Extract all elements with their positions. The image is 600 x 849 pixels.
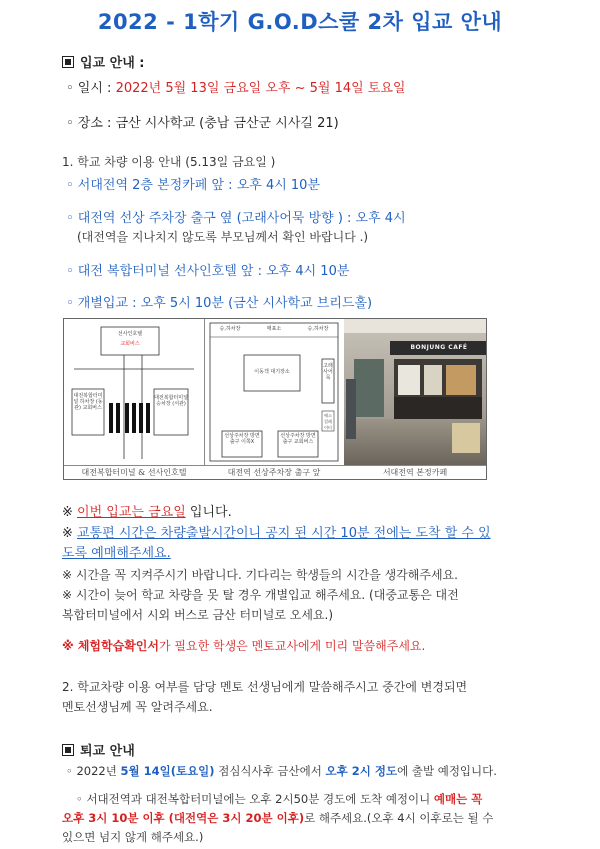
leave-line4: 있으면 넘지 않게 해주세요.) xyxy=(62,830,204,844)
caption-station: 대전역 선상주차장 출구 앞 xyxy=(227,468,321,477)
note-late-line2: 복합터미널에서 시외 버스로 금산 터미널로 오세요.) xyxy=(62,608,334,622)
leave-heading-text: 퇴교 안내 xyxy=(80,744,135,759)
leave-line2 xyxy=(76,791,482,807)
note-certificate-rest: 가 필요한 학생은 멘토교사에게 미리 말씀해주세요. xyxy=(159,639,426,653)
note-friday-mark: ※ xyxy=(62,505,78,520)
hotel-bus-label: 교회버스 xyxy=(120,341,140,347)
entry-date xyxy=(66,77,405,96)
page-title: 2022 - 1학기 G.O.D스쿨 2차 입교 안내 xyxy=(97,10,503,34)
station-top-left-label: 승,하차장 xyxy=(219,326,241,332)
hotel-label: 선사인호텔 xyxy=(117,331,143,337)
exit-left-label: 선상주차장 방면 출구 이쪽X xyxy=(224,433,260,445)
figure-caption-row xyxy=(64,465,486,480)
caption-cafe: 서대전역 본정카페 xyxy=(382,468,448,477)
station-top-mid-label: 매표소 xyxy=(266,326,282,332)
terminal-map-panel xyxy=(64,319,205,465)
note-friday-rest: 입니다. xyxy=(185,505,232,520)
location-figure xyxy=(63,318,487,480)
date-label: ◦ 일시 : xyxy=(66,81,116,96)
station-map-panel xyxy=(204,319,345,465)
bus-stop-daejeon-note: (대전역을 지나치지 않도록 부모님께서 확인 바랍니다 .) xyxy=(77,230,369,244)
note-transport-mark: ※ xyxy=(62,526,78,541)
entry-heading-text: 입교 안내 : xyxy=(80,56,145,71)
bus-stop-seodaejeon: ◦ 서대전역 2층 본정카페 앞 : 오후 4시 10분 xyxy=(66,178,321,193)
square-bullet-icon xyxy=(62,56,74,68)
bus-heading: 1. 학교 차량 이용 안내 (5.13일 금요일 ) xyxy=(62,155,276,169)
leave-l2-a: ◦ 서대전역과 대전복합터미널에는 오후 2시50분 경도에 도착 예정이니 xyxy=(76,792,434,806)
cafe-photo-panel xyxy=(344,319,486,465)
leave-ticket-time: 오후 3시 10분 이후 (대전역은 3시 20분 이후) xyxy=(62,811,305,825)
leave-l1-e: 에 출발 예정입니다. xyxy=(397,764,497,778)
leave-time: 오후 2시 정도 xyxy=(325,764,398,778)
note-transport-line2: 도록 예매해주세요. xyxy=(62,546,171,561)
leave-ticket-emphasis: 예매는 꼭 xyxy=(433,792,483,806)
place-label: ◦ 장소 : xyxy=(66,116,116,131)
note-transport-line1 xyxy=(62,522,491,541)
bus-stop-terminal: ◦ 대전 복합터미널 선사인호텔 앞 : 오후 4시 10분 xyxy=(66,264,350,279)
leave-date: 5월 14일(토요일) xyxy=(120,764,215,778)
leave-l3-b: 로 해주세요.(오후 4시 이후로는 될 수 xyxy=(304,811,494,825)
leave-line3 xyxy=(62,810,493,826)
leave-line1 xyxy=(66,763,497,779)
note-punctual: ※ 시간을 꼭 지켜주시기 바랍니다. 기다리는 학생들의 시간을 생각해주세요. xyxy=(62,568,458,582)
cafe-sign: BONJUNG CAFÉ xyxy=(410,344,468,351)
note-friday-emphasis: 이번 입교는 금요일 xyxy=(77,505,186,520)
change-notice-line1: 2. 학교차량 이용 여부를 담당 멘토 선생님에게 말씀해주시고 중간에 변경되면 xyxy=(62,680,468,694)
bus-stop-daejeon: ◦ 대전역 선상 주차장 출구 옆 (고래사어묵 방향 ) : 오후 4시 xyxy=(66,211,406,226)
terminal-west-label: 대전복합터미널 승차장 (서관) xyxy=(154,395,188,407)
leave-l1-c: 점심식사후 금산에서 xyxy=(214,764,326,778)
note-friday xyxy=(62,501,232,520)
cafe-photo-image xyxy=(344,319,486,465)
square-bullet-icon xyxy=(62,744,74,756)
leave-heading xyxy=(62,740,135,759)
entry-place xyxy=(66,112,339,131)
note-certificate xyxy=(62,637,425,654)
exit-right-label: 선상주차장 방면 출구 교회버스 xyxy=(280,433,316,445)
note-certificate-emphasis: ※ 체험학습확인서 xyxy=(62,639,159,653)
bus-individual-entry: ◦ 개별입교 : 오후 5시 10분 (금산 시사학교 브리드홀) xyxy=(66,296,373,311)
station-top-right-label: 승,하차장 xyxy=(307,326,329,332)
change-notice-line2: 멘토선생님께 꼭 알려주세요. xyxy=(62,700,213,714)
place-value: 금산 시사학교 (충남 금산군 시사길 21) xyxy=(115,116,339,131)
caption-terminal: 대전복합터미널 & 선사인호텔 xyxy=(81,468,187,477)
note-late-line1: ※ 시간이 늦어 학교 차량을 못 탈 경우 개별입교 해주세요. (대중교통은 대전 xyxy=(62,588,459,602)
terminal-east-label: 대전복합터미널 하차장 (동관) 교회버스 xyxy=(73,393,103,411)
entry-heading xyxy=(62,52,144,71)
fishcake-shop-label: 고래사어묵 xyxy=(323,363,333,381)
waiting-area-label: 이동객 대기장소 xyxy=(254,369,290,375)
date-value: 2022년 5월 13일 금요일 오후 ~ 5월 14일 토요일 xyxy=(115,81,406,96)
escalator-label: 에스컬레이터 xyxy=(324,413,332,430)
leave-l1-a: ◦ 2022년 xyxy=(66,764,121,778)
note-transport-text: 교통편 시간은 차량출발시간이니 공지 된 시간 10분 전에는 도착 할 수 있 xyxy=(77,526,491,541)
